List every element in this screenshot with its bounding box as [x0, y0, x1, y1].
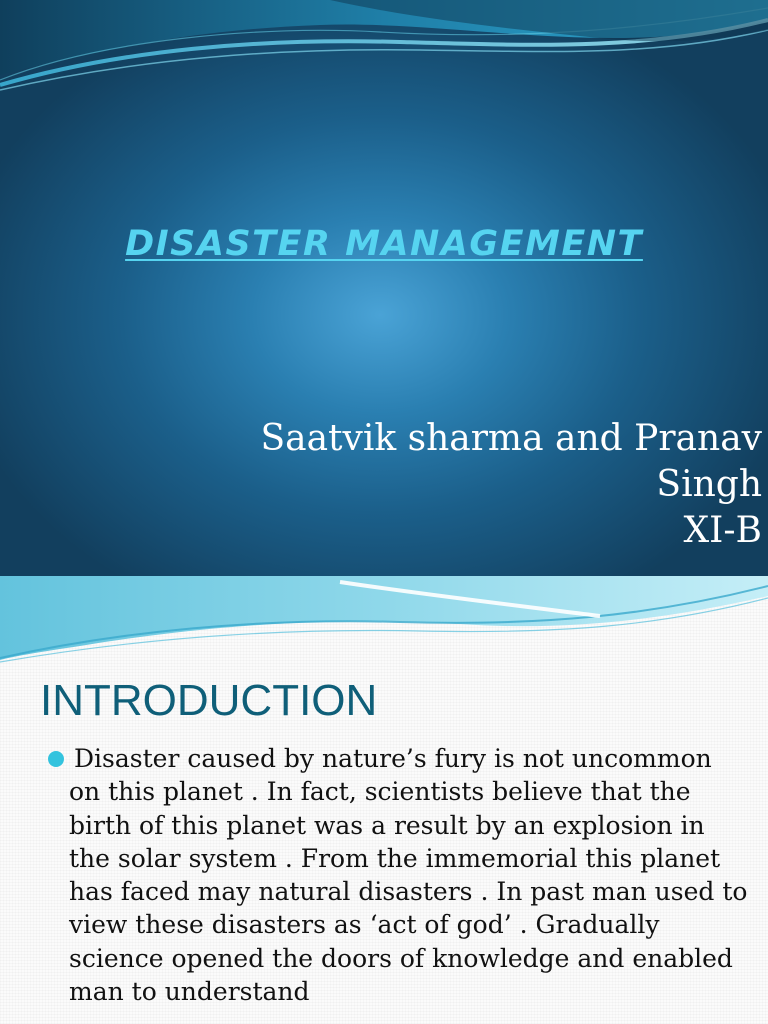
slide-subtitle: [202, 416, 762, 554]
decorative-wave-band: [0, 576, 768, 666]
bullet-dot-icon: [48, 751, 64, 767]
slide-title: DISASTER MANAGEMENT: [125, 224, 643, 264]
decorative-wave-top: [0, 0, 768, 110]
subtitle-class: XI-B: [683, 510, 762, 551]
slide-heading: INTRODUCTION: [40, 676, 378, 725]
subtitle-authors-line-2: Singh: [656, 464, 762, 505]
bullet-text: Disaster caused by nature’s fury is not uncommon on this planet . In fact, scientists believe that the birth of this planet was a result by an explosion in the solar system . From the immemorial this planet has faced may natural disasters . In past man used to view these disasters as ‘act of god’ . Gradually science opened the doors of knowledge and enabled man to understand: [69, 744, 748, 1007]
subtitle-authors-line: Saatvik sharma and Pranav: [260, 418, 762, 459]
introduction-slide: [0, 576, 768, 1024]
